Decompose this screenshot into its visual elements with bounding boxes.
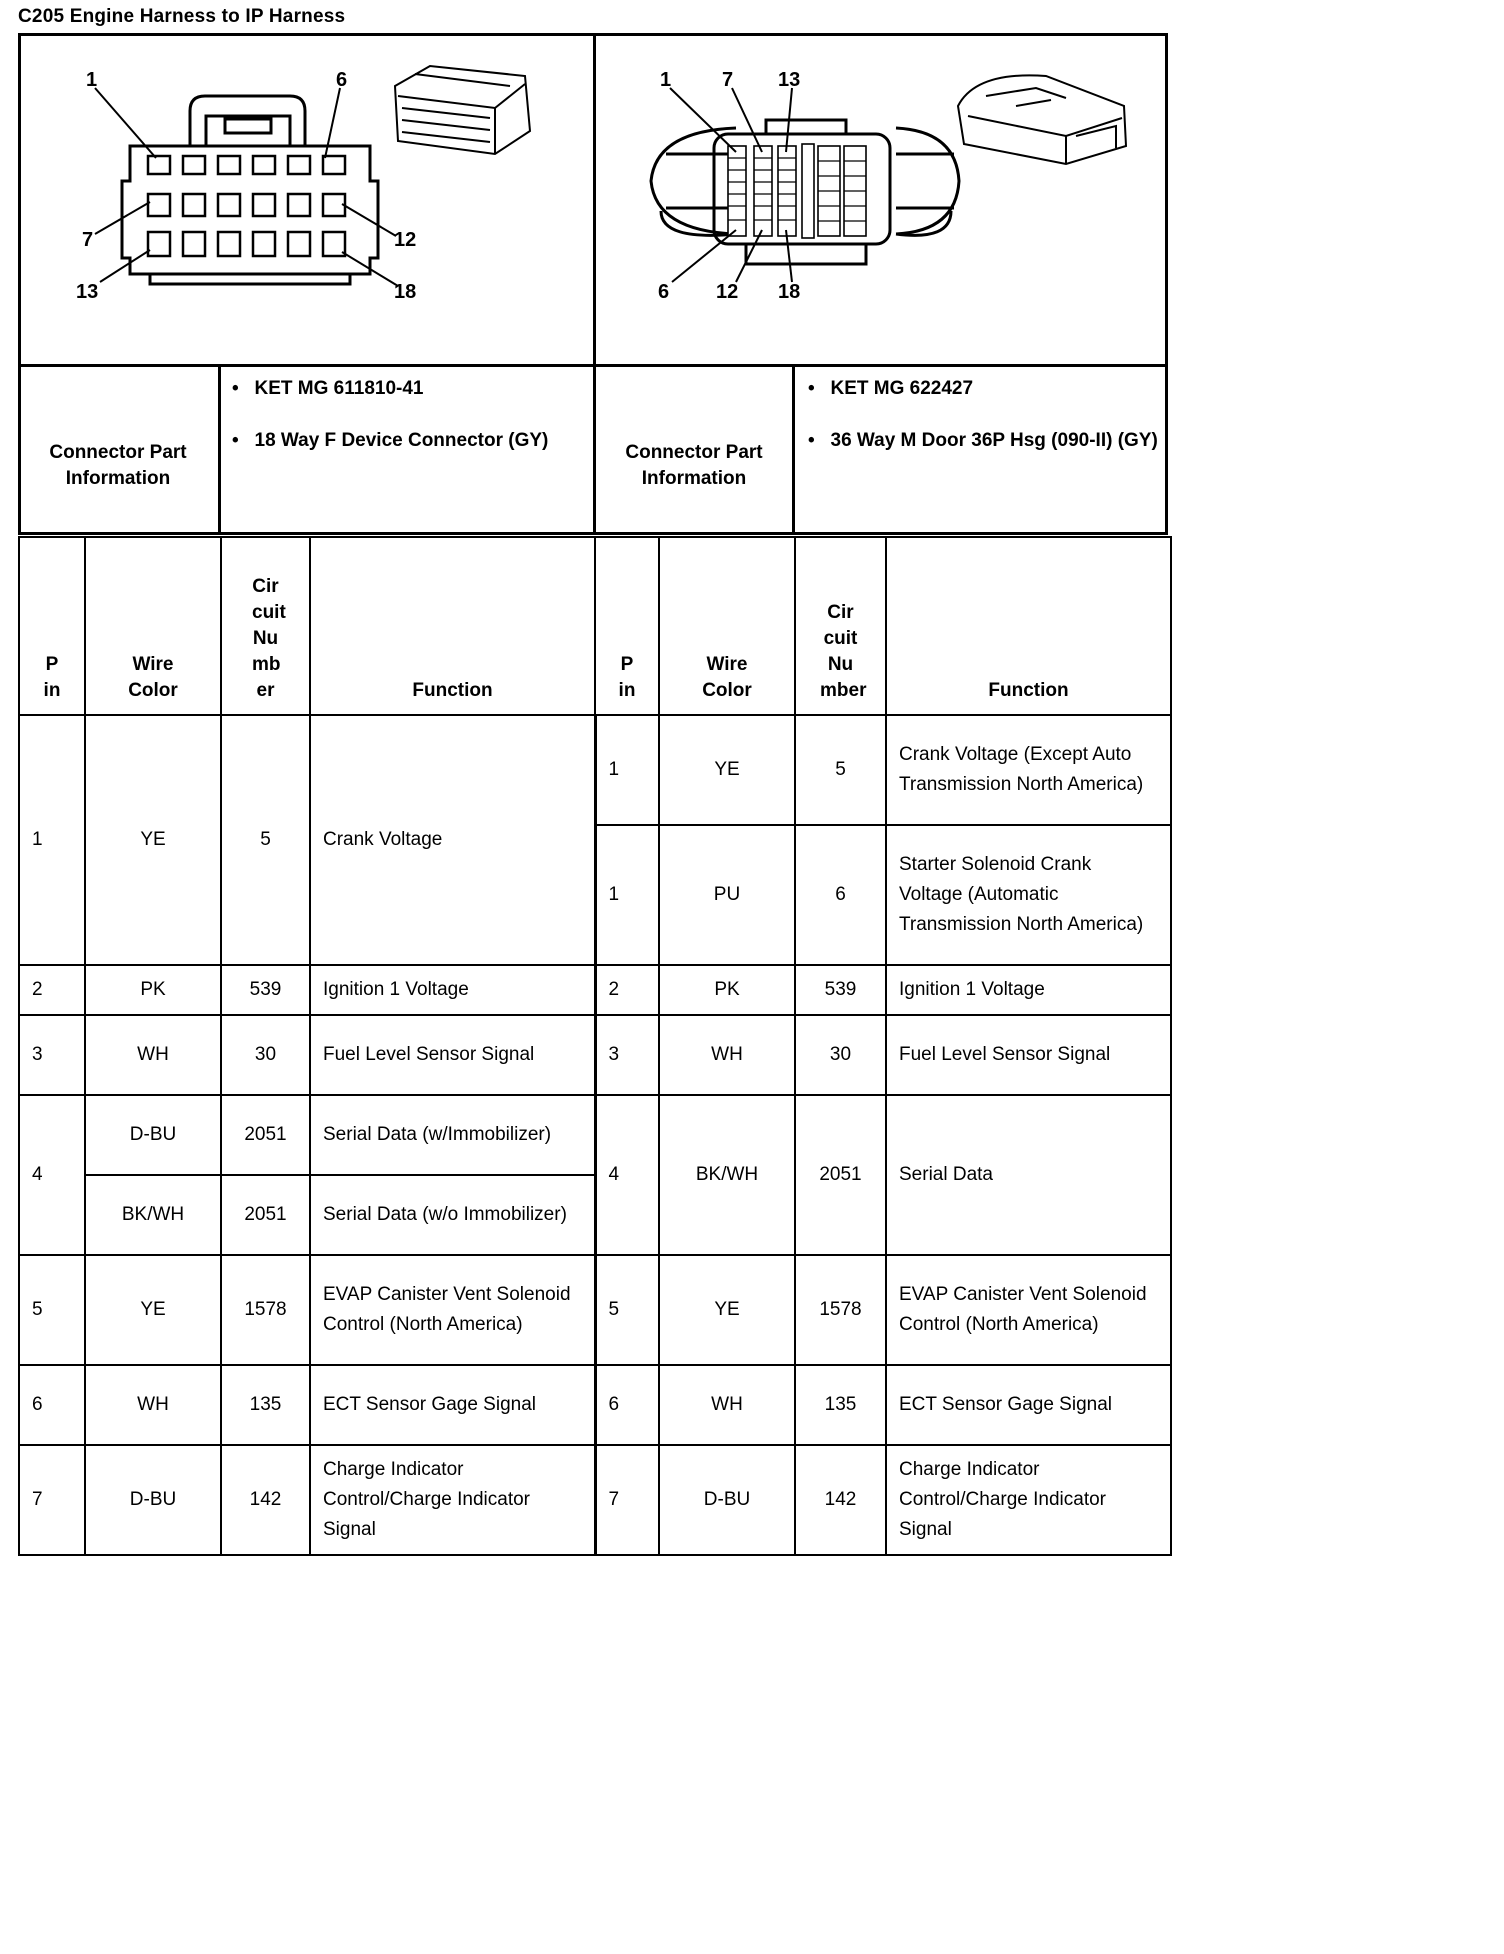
pin-callout: 7: [82, 229, 94, 251]
wire-color-cell: D-BU: [85, 1095, 221, 1175]
wire-color-cell: BK/WH: [85, 1175, 221, 1255]
connector-36-way-diagram: [596, 36, 1168, 362]
info-item: • 36 Way M Door 36P Hsg (090-II) (GY): [808, 430, 1158, 451]
function-cell: ECT Sensor Gage Signal: [310, 1365, 595, 1445]
pin-cell: 1: [19, 715, 85, 965]
table-row: [19, 715, 1171, 825]
wire-color-cell: WH: [85, 1365, 221, 1445]
pin-callout: 12: [716, 281, 739, 303]
table-row: [19, 1015, 1171, 1095]
col-header-pin: P in: [19, 537, 85, 715]
pin-cell: 1: [595, 715, 659, 825]
circuit-number-cell: 2051: [795, 1095, 886, 1255]
info-item: • KET MG 611810-41: [232, 378, 424, 399]
pin-callout: 18: [778, 281, 801, 303]
function-cell: EVAP Canister Vent Solenoid Control (North America): [886, 1255, 1171, 1365]
pin-cell: 7: [595, 1445, 659, 1555]
table-row: [19, 1365, 1171, 1445]
pin-cell: 3: [19, 1015, 85, 1095]
function-cell: Starter Solenoid Crank Voltage (Automatic Transmission North America): [886, 825, 1171, 965]
wire-color-cell: YE: [85, 715, 221, 965]
connector-18-way-diagram: [20, 36, 592, 362]
function-cell: Crank Voltage: [310, 715, 595, 965]
function-cell: Fuel Level Sensor Signal: [886, 1015, 1171, 1095]
col-header-circuit-number: Cir cuit Nu mber: [795, 537, 886, 715]
circuit-number-cell: 30: [795, 1015, 886, 1095]
function-cell: Serial Data (w/o Immobilizer): [310, 1175, 595, 1255]
pin-cell: 5: [19, 1255, 85, 1365]
info-item: • KET MG 622427: [808, 378, 974, 399]
pin-cell: 5: [595, 1255, 659, 1365]
pin-callout: 13: [76, 281, 99, 303]
col-header-function: Function: [886, 537, 1171, 715]
table-row: [19, 1095, 1171, 1175]
pin-cell: 1: [595, 825, 659, 965]
pin-callout: 7: [722, 69, 734, 91]
frame-divider: [218, 364, 221, 535]
pin-callout: 1: [86, 69, 98, 91]
wire-color-cell: YE: [85, 1255, 221, 1365]
circuit-number-cell: 135: [221, 1365, 310, 1445]
pin-callout: 13: [778, 69, 801, 91]
table-row: [19, 1445, 1171, 1555]
pin-callout: 12: [394, 229, 417, 251]
pin-callout: 1: [660, 69, 672, 91]
pin-callout: 6: [658, 281, 670, 303]
pin-cell: 3: [595, 1015, 659, 1095]
col-header-pin: P in: [595, 537, 659, 715]
function-cell: Crank Voltage (Except Auto Transmission North America): [886, 715, 1171, 825]
circuit-number-cell: 30: [221, 1015, 310, 1095]
table-row: [19, 1255, 1171, 1365]
wire-color-cell: D-BU: [659, 1445, 795, 1555]
table-row: [19, 965, 1171, 1015]
circuit-number-cell: 539: [221, 965, 310, 1015]
wire-color-cell: WH: [659, 1365, 795, 1445]
circuit-number-cell: 5: [795, 715, 886, 825]
connector-info-list: [232, 376, 582, 454]
circuit-number-cell: 6: [795, 825, 886, 965]
circuit-number-cell: 1578: [795, 1255, 886, 1365]
pin-cell: 4: [19, 1095, 85, 1255]
function-cell: Serial Data (w/Immobilizer): [310, 1095, 595, 1175]
frame-divider: [792, 364, 795, 535]
circuit-number-cell: 135: [795, 1365, 886, 1445]
function-cell: Charge Indicator Control/Charge Indicator Signal: [310, 1445, 595, 1555]
wire-color-cell: PK: [85, 965, 221, 1015]
pin-cell: 2: [595, 965, 659, 1015]
pin-cell: 6: [19, 1365, 85, 1445]
pinout-table: [18, 536, 1172, 1556]
frame-divider: [18, 364, 1168, 367]
function-cell: Serial Data: [886, 1095, 1171, 1255]
wire-color-cell: WH: [85, 1015, 221, 1095]
function-cell: Charge Indicator Control/Charge Indicator Signal: [886, 1445, 1171, 1555]
wire-color-cell: PU: [659, 825, 795, 965]
wire-color-cell: BK/WH: [659, 1095, 795, 1255]
circuit-number-cell: 142: [221, 1445, 310, 1555]
page-title: C205 Engine Harness to IP Harness: [18, 6, 346, 27]
function-cell: EVAP Canister Vent Solenoid Control (North America): [310, 1255, 595, 1365]
circuit-number-cell: 142: [795, 1445, 886, 1555]
function-cell: Ignition 1 Voltage: [886, 965, 1171, 1015]
wire-color-cell: YE: [659, 1255, 795, 1365]
circuit-number-cell: 1578: [221, 1255, 310, 1365]
col-header-wire-color: Wire Color: [659, 537, 795, 715]
wire-color-cell: PK: [659, 965, 795, 1015]
function-cell: ECT Sensor Gage Signal: [886, 1365, 1171, 1445]
circuit-number-cell: 5: [221, 715, 310, 965]
col-header-circuit-number: Cir cuit Nu mb er: [221, 537, 310, 715]
circuit-number-cell: 2051: [221, 1095, 310, 1175]
table-header-row: [19, 537, 1171, 715]
pin-cell: 7: [19, 1445, 85, 1555]
circuit-number-cell: 2051: [221, 1175, 310, 1255]
pin-callout: 18: [394, 281, 417, 303]
function-cell: Fuel Level Sensor Signal: [310, 1015, 595, 1095]
wire-color-cell: WH: [659, 1015, 795, 1095]
connector-info-label: Connector Part Information: [625, 442, 763, 489]
pin-callout: 6: [336, 69, 348, 91]
connector-info-list: [808, 376, 1158, 454]
connector-info-label: Connector Part Information: [49, 442, 187, 489]
info-item: • 18 Way F Device Connector (GY): [232, 430, 549, 451]
wire-color-cell: D-BU: [85, 1445, 221, 1555]
pin-cell: 2: [19, 965, 85, 1015]
pin-cell: 6: [595, 1365, 659, 1445]
col-header-wire-color: Wire Color: [85, 537, 221, 715]
pin-cell: 4: [595, 1095, 659, 1255]
function-cell: Ignition 1 Voltage: [310, 965, 595, 1015]
wire-color-cell: YE: [659, 715, 795, 825]
circuit-number-cell: 539: [795, 965, 886, 1015]
col-header-function: Function: [310, 537, 595, 715]
